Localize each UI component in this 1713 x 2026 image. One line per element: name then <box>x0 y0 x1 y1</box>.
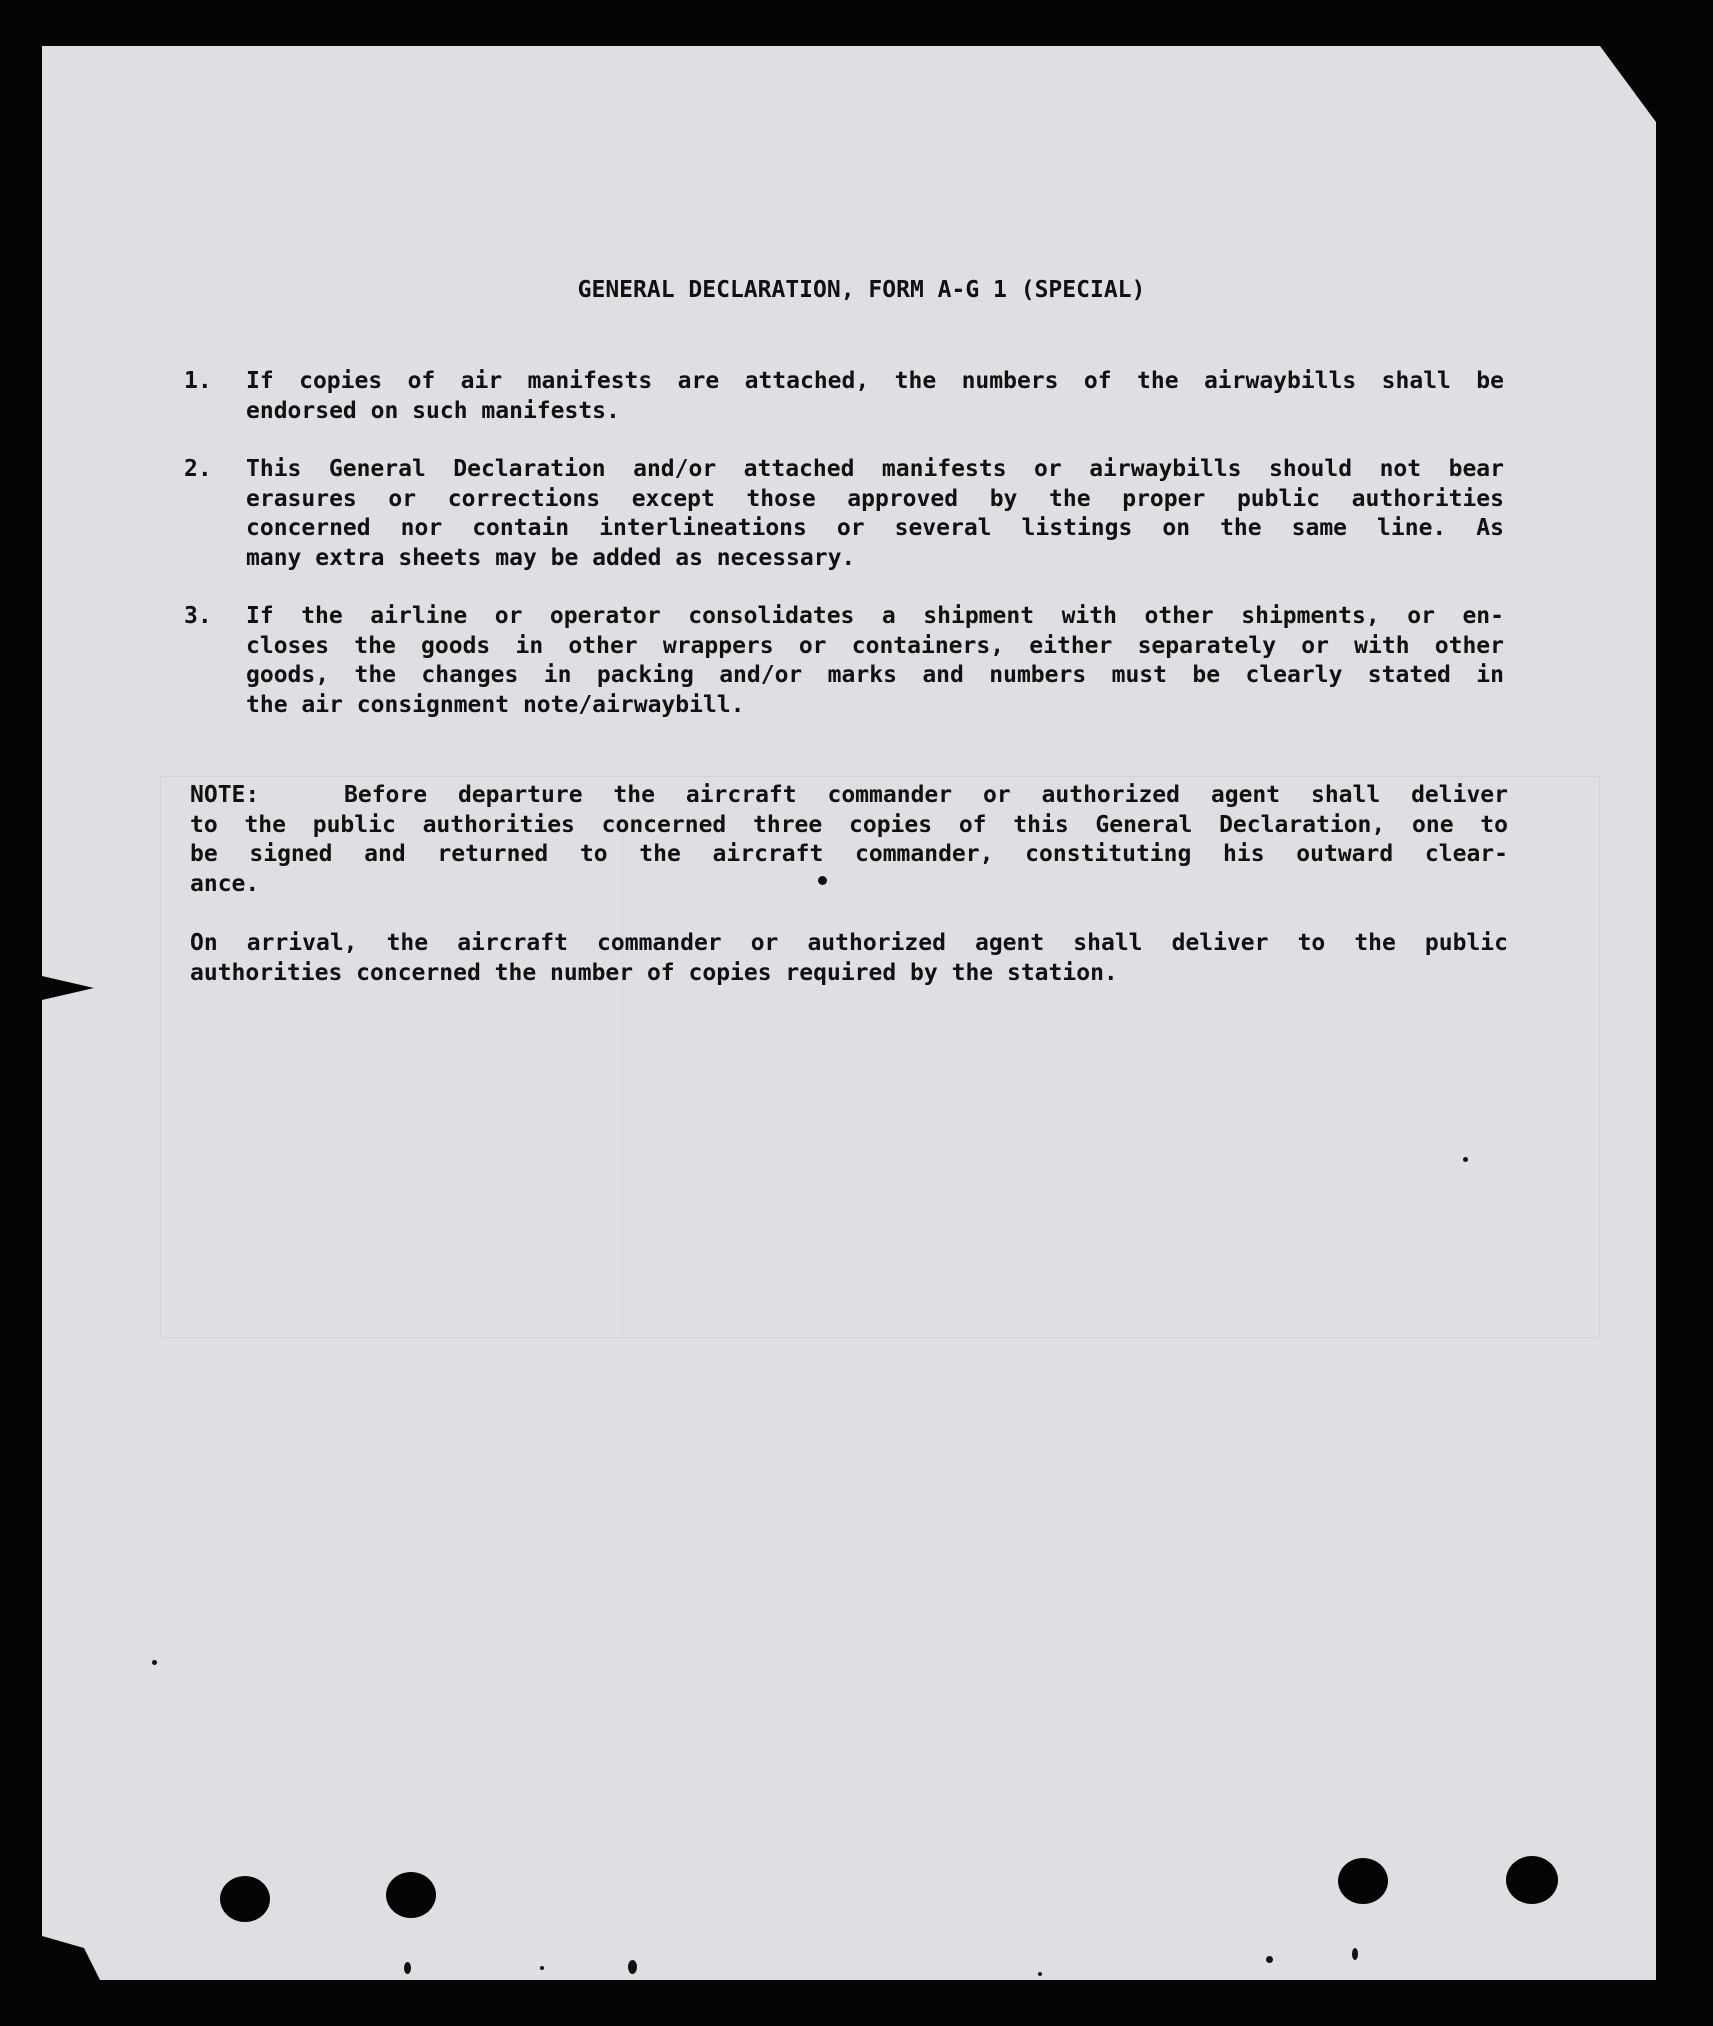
text-line: If the airline or operator consolidates a shipment with other shipments, or en- <box>246 603 1504 629</box>
text-line: concerned nor contain interlineations or several listings on the same line. As <box>246 515 1504 541</box>
text-line: be signed and returned to the aircraft commander, constituting his outward clear- <box>190 841 1508 867</box>
text-line: If copies of air manifests are attached, the numbers of the airwaybills shall be <box>246 368 1504 394</box>
punch-hole <box>220 1876 270 1922</box>
text-line: This General Declaration and/or attached manifests or airwaybills should not bear <box>246 456 1504 482</box>
list-item-number: 3. <box>184 603 212 629</box>
punch-hole <box>386 1872 436 1918</box>
text-line: endorsed on such manifests. <box>246 397 620 424</box>
punch-hole <box>1506 1856 1558 1904</box>
text-line: closes the goods in other wrappers or containers, either separately or with other <box>246 632 1504 659</box>
list-item-number: 2. <box>184 456 212 482</box>
text-line: ance. <box>190 870 260 897</box>
text-line: authorities concerned the number of copies required by the station. <box>190 959 1118 986</box>
text-line: erasures or corrections except those approved by the proper public authorities <box>246 485 1504 512</box>
note-label: NOTE: <box>190 782 260 808</box>
text-line: the air consignment note/airwaybill. <box>246 691 745 718</box>
list-item-text <box>246 367 1504 426</box>
text-line: many extra sheets may be added as necessary. <box>246 544 856 571</box>
arrival-paragraph <box>190 929 1508 988</box>
punch-hole <box>1338 1858 1388 1904</box>
ink-speck <box>628 1960 637 1974</box>
ink-speck <box>818 876 827 885</box>
text-line <box>190 781 1508 811</box>
text-line-content: Before departure the aircraft commander or authorized agent shall deliver <box>344 782 1508 808</box>
ink-speck <box>1352 1948 1358 1960</box>
ink-speck <box>404 1962 411 1974</box>
text-line: goods, the changes in packing and/or marks and numbers must be clearly stated in <box>246 662 1504 688</box>
ink-speck <box>540 1966 544 1970</box>
list-item-number: 1. <box>184 368 212 394</box>
note-paragraph <box>190 781 1508 899</box>
text-line: to the public authorities concerned three copies of this General Declaration, one to <box>190 811 1508 838</box>
page-title: GENERAL DECLARATION, FORM A-G 1 (SPECIAL) <box>577 277 1146 303</box>
ink-speck <box>1463 1157 1468 1162</box>
ink-speck <box>152 1660 157 1665</box>
list-item-text <box>246 602 1504 720</box>
ink-speck <box>1038 1972 1042 1976</box>
text-line: On arrival, the aircraft commander or authorized agent shall deliver to the public <box>190 930 1508 956</box>
list-item-text <box>246 455 1504 573</box>
ink-speck <box>1266 1956 1273 1963</box>
